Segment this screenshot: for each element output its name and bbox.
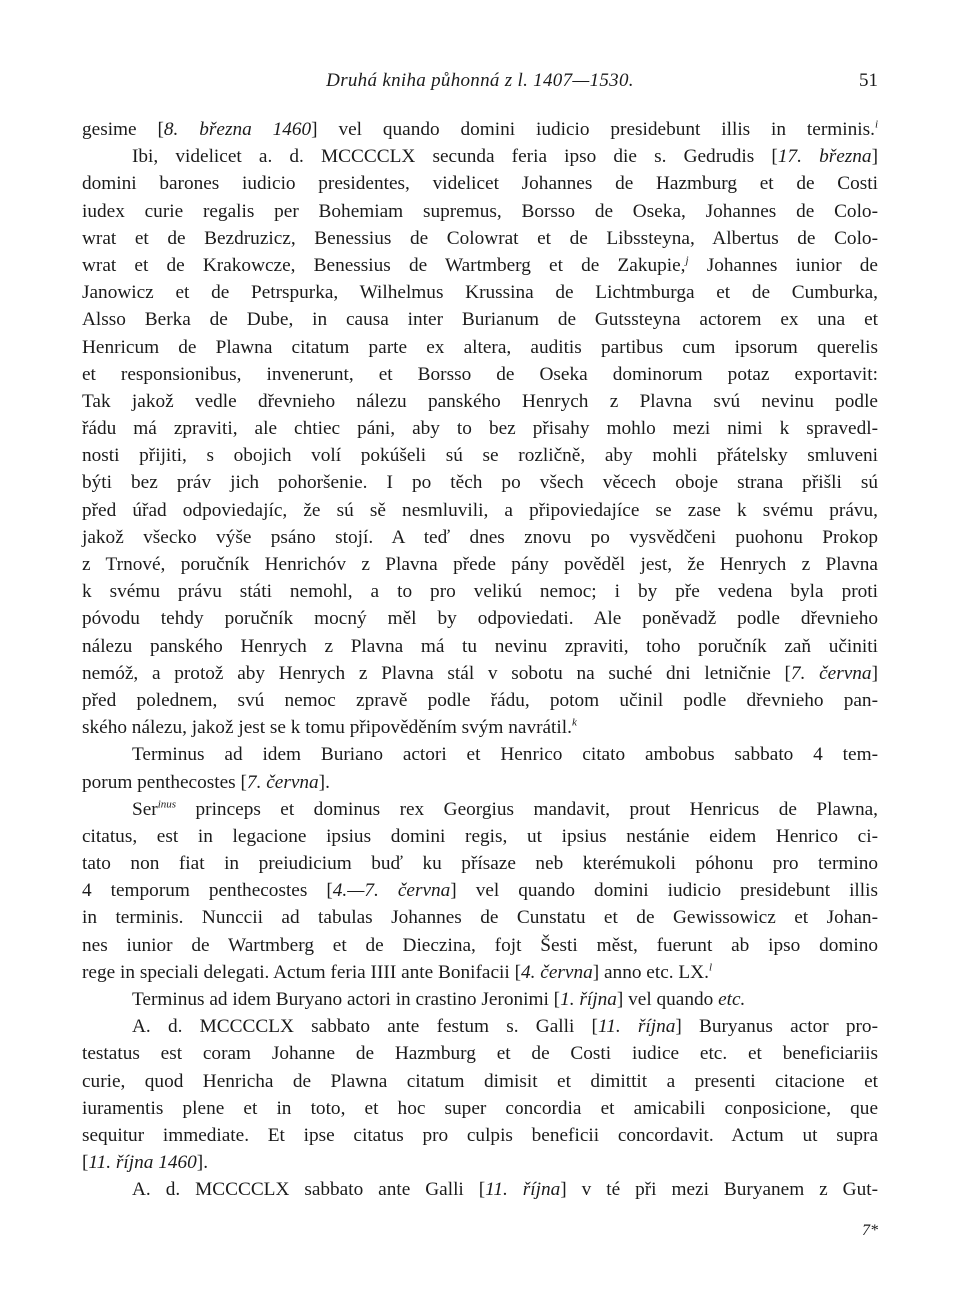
text-line	[82, 714, 878, 741]
text-segment: řádu má zpraviti, ale chtiec páni, aby to bez přisahy mohlo mezi nimi k spravedl-	[82, 418, 878, 440]
text-segment: Terminus ad idem Buryano actori in crastino Jeronimi [	[132, 989, 561, 1010]
text-segment: z Trnové, poručník Henrichóv z Plavna přede pány pověděl jest, že Henrych z Plavna	[82, 554, 878, 575]
text-segment: ] vel quando domini iudicio presidebunt illis in terminis.	[311, 119, 875, 140]
text-segment: póvodu tehdy poručník mocný měl by odpoviedati. Ale poněvadž podle dřevnieho	[82, 608, 878, 630]
editorial-date: 4.—7. června	[332, 880, 451, 902]
editorial-date: 7. června	[246, 771, 319, 793]
text-line	[82, 497, 878, 524]
text-segment: Janowicz et de Petrspurka, Wilhelmus Krussina de Lichtmburga et de Cumburka,	[82, 282, 878, 304]
editorial-date: 7. června	[790, 662, 872, 684]
text-segment: jakož všecko výše psáno stojí. A teď dnes znovu po vysvědčeni puohonu Prokop	[82, 526, 878, 548]
text-segment: iuramentis plene et in toto, et hoc super concordia et amicabili conposicione, que	[82, 1097, 878, 1119]
text-segment: domini barones iudicio presidentes, videlicet Johannes de Hazmburg et de Costi	[82, 173, 878, 195]
text-segment: Ibi, videlicet a. d. MCCCCLX secunda feria ipso die s. Gedrudis [	[132, 146, 778, 168]
text-segment: před polednem, svú nemoc zpravě podle řádu, potom učinil podle dřevnieho pan-	[82, 689, 878, 711]
text-segment: A. d. MCCCCLX sabbato ante festum s. Galli [	[132, 1016, 598, 1038]
signature-mark: 7*	[862, 1222, 878, 1239]
text-segment: k svému právu státi nemohl, a to pro velikú nemoc; i by pře vedena byla proti	[82, 581, 878, 603]
text-segment: curie, quod Henricha de Plawna citatum dimisit et dimittit a presenti citacione et	[82, 1070, 878, 1092]
text-segment: porum penthecostes [	[82, 771, 247, 793]
text-segment: gesime [	[82, 119, 164, 140]
text-segment: nosti přijiti, s obojich volí pokúšeli sú se rozličně, aby mohli přátelsky smluveni	[82, 445, 878, 467]
text-line	[82, 524, 878, 551]
text-segment: Terminus ad idem Buriano actori et Henrico citato ambobus sabbato 4 tem-	[132, 744, 878, 766]
text-line	[82, 225, 878, 252]
text-segment: ]	[871, 662, 878, 684]
text-segment: nálezu panského Henrych z Plavna má tu nevinu zpraviti, toho poručník zaň učiniti	[82, 635, 878, 657]
editorial-date: 11. října 1460	[88, 1152, 197, 1174]
page-number: 51	[859, 70, 878, 91]
text-line	[82, 660, 878, 687]
text-segment: býti bez práv jich pohoršenie. I po těch po všech věcech oboje strana přišli sú	[82, 472, 878, 494]
text-line	[82, 769, 878, 796]
text-line	[82, 850, 878, 877]
text-segment: ] anno etc. LX.	[592, 961, 709, 983]
text-segment: ského nálezu, jakož jest se k tomu připověděním svým navrátil.	[82, 717, 572, 739]
text-segment: ] Buryanus actor pro-	[675, 1016, 878, 1038]
text-segment: Henricum de Plawna citatum parte ex altera, auditis partibus cum ipsorum querelis	[82, 336, 878, 358]
text-segment: ] vel quando domini iudicio presidebunt illis	[450, 880, 878, 902]
text-line	[82, 633, 878, 660]
text-segment: Tak jakož vedle dřevnieho nálezu panského Henrych z Plavna svú nevinu podle	[82, 390, 878, 412]
text-line	[82, 1013, 878, 1040]
text-segment: testatus est coram Johanne de Hazmburg et de Costi iudice etc. et beneficiariis	[82, 1043, 878, 1065]
text-segment: sequitur immediate. Et ipse citatus pro culpis beneficii concordavit. Actum ut supra	[82, 1124, 878, 1146]
text-line	[82, 605, 878, 632]
editorial-date: 17. března	[777, 146, 872, 168]
text-segment: před úřad odpoviedajíc, že sú sě nesmluvili, a připoviedajíce se zase k svému právu,	[82, 499, 878, 521]
text-line	[82, 959, 878, 986]
footnote-marker: j	[685, 254, 689, 267]
text-line	[82, 116, 878, 143]
text-line	[82, 823, 878, 850]
text-line	[82, 1122, 878, 1149]
footnote-marker: i	[874, 118, 878, 131]
text-line	[82, 388, 878, 415]
text-line	[82, 796, 878, 823]
text-line	[82, 741, 878, 768]
footnote-marker: inus	[157, 798, 177, 811]
text-segment: Ser	[132, 798, 158, 820]
text-segment: ].	[196, 1152, 209, 1174]
text-line	[82, 1149, 878, 1176]
editorial-date: 11. října	[597, 1016, 676, 1038]
text-line	[82, 687, 878, 714]
text-line	[82, 279, 878, 306]
text-line	[82, 442, 878, 469]
footnote-marker: l	[708, 961, 712, 974]
text-line	[82, 1095, 878, 1122]
editorial-date: 11. října	[485, 1179, 561, 1201]
text-segment: ] vel quando	[616, 989, 719, 1010]
text-segment: nes iunior de Wartmberg et de Dieczina, fojt Šesti měst, fuerunt ab ipso domino	[82, 934, 878, 956]
text-line	[82, 415, 878, 442]
text-segment: ]	[871, 146, 878, 168]
text-line	[82, 170, 878, 197]
text-line	[82, 252, 878, 279]
text-line	[82, 986, 878, 1013]
text-segment: princeps et dominus rex Georgius mandavit, prout Henricus de Plawna,	[176, 798, 878, 820]
text-line	[82, 469, 878, 496]
text-segment: wrat et de Bezdruzicz, Benessius de Colowrat et de Libssteyna, Albertus de Colo-	[82, 227, 878, 249]
text-segment: in terminis. Nunccii ad tabulas Johannes de Cunstatu et de Gewissowicz et Johan-	[82, 907, 878, 929]
text-line	[82, 1040, 878, 1067]
text-segment: [	[82, 1152, 89, 1174]
editorial-date: 4. června	[521, 961, 593, 983]
text-line	[82, 306, 878, 333]
text-line	[82, 904, 878, 931]
text-line	[82, 361, 878, 388]
editorial-date: etc.	[718, 989, 746, 1010]
text-line	[82, 932, 878, 959]
text-line	[82, 1176, 878, 1203]
text-segment: iudex curie regalis per Bohemiam supremus, Borsso de Oseka, Johannes de Colo-	[82, 200, 878, 222]
text-segment: et responsionibus, invenerunt, et Borsso de Oseka dominorum potaz exportavit:	[82, 363, 878, 385]
text-segment: 4 temporum penthecostes [	[82, 880, 333, 902]
editorial-date: 8. března 1460	[163, 119, 312, 140]
footnote-marker: k	[571, 716, 577, 729]
text-segment: Alsso Berka de Dube, in causa inter Burianum de Gutssteyna actorem ex una et	[82, 309, 878, 331]
text-segment: A. d. MCCCCLX sabbato ante Galli [	[132, 1179, 486, 1201]
running-header	[82, 70, 878, 100]
text-segment: Johannes iunior de	[688, 254, 878, 276]
text-line	[82, 578, 878, 605]
text-segment: rege in speciali delegati. Actum feria IIII ante Bonifacii [	[82, 961, 521, 983]
text-segment: ].	[318, 771, 330, 793]
text-segment: wrat et de Krakowcze, Benessius de Wartmberg et de Zakupie,	[82, 254, 686, 276]
editorial-date: 1. října	[560, 989, 617, 1010]
body-text	[82, 116, 878, 1204]
text-line	[82, 551, 878, 578]
text-line	[82, 143, 878, 170]
text-line	[82, 1068, 878, 1095]
text-segment: tato non fiat in preiudicium buď ku přísaze neb kterémukoli póhonu pro termino	[82, 853, 878, 875]
text-line	[82, 877, 878, 904]
text-segment: nemóž, a protož aby Henrych z Plavna stál v sobotu na suché dni letničnie [	[82, 662, 791, 684]
text-line	[82, 334, 878, 361]
text-segment: citatus, est in legacione ipsius domini regis, ut ipsius nestánie eidem Henrico ci-	[82, 825, 878, 847]
running-title: Druhá kniha půhonná z l. 1407—1530.	[326, 70, 634, 91]
text-segment: ] v té při mezi Buryanem z Gut-	[560, 1179, 879, 1201]
text-line	[82, 198, 878, 225]
